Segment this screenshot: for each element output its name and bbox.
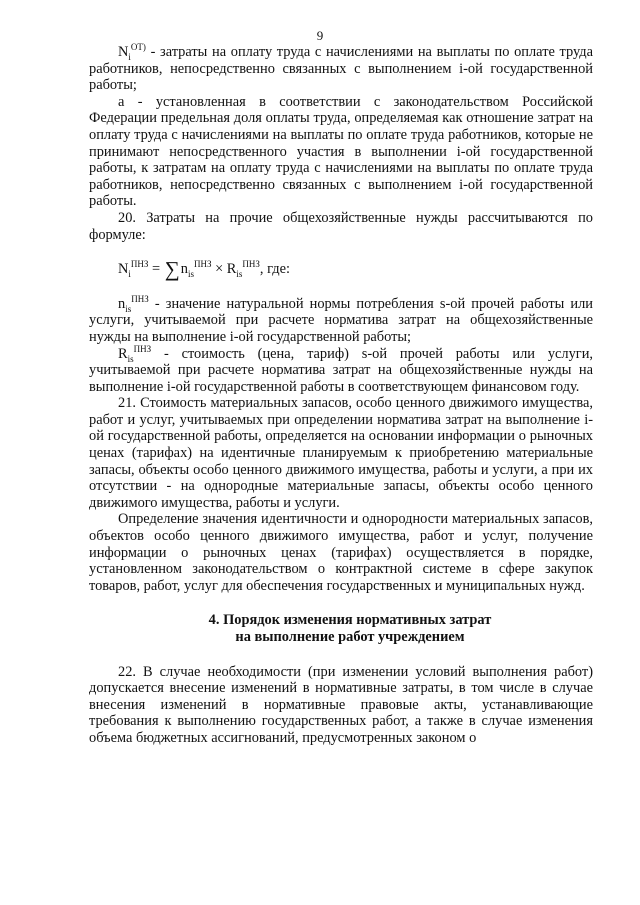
symbol-n-ot: $N_i^{ОТ)}$ (118, 42, 146, 62)
sum-icon: ∑ (164, 257, 180, 282)
page-number: 9 (316, 28, 324, 43)
paragraph-21: 21. Стоимость материальных запасов, особо ценного движимого имущества, работ и услуг, учитываемых при определении норматива затрат на выполнение i-ой государственной работы, определяется на основании информации о рыночных ценах (тарифах) на идентичные планируемым к приобретению материальные запасы, объекты особо ценного движимого имущества, работы и услуги, а при их отсутствии - на однородные материальные запасы, объекты особо ценного движимого имущества, работы и услуги. (89, 395, 593, 511)
definition-r-pnz: $R_{is}^{ПНЗ}$ - стоимость (цена, тариф) s-ой прочей работы или услуги, учитываемой при расчете норматива затрат на общехозяйственные нужды на выполнение i-ой государственной работы в соответствующем финансовом году. (89, 343, 593, 395)
paragraph-21-continued: Определение значения идентичности и однородности материальных запасов, объектов особо ценного движимого имущества, работ и услуг, получение информации о рыночных ценах (тарифах) осуществляется в порядке, установленном законодательством о контрактной системе в сфере закупок товаров, работ, услуг для обеспечения государственных и муниципальных нужд. (89, 511, 593, 594)
formula-pnz: $N_i^{ПНЗ} = \sum n_{is}^{ПНЗ} \times R_{is}^{ПНЗ}$, где: (118, 257, 291, 282)
document-body (89, 44, 593, 747)
definition-labor-costs: $N_i^{ОТ)}$ - затраты на оплату труда с начислениями на выплаты по оплате труда работников, непосредственно связанных с выполнением i-ой государственной работы; (89, 42, 593, 94)
section-heading-line2: на выполнение работ учреждением (235, 629, 465, 645)
definition-n-pnz: $n_{is}^{ПНЗ}$ - значение натуральной нормы потребления s-ой прочей работы или услуги, учитываемой при расчете норматива затрат на общехозяйственные нужды на выполнение i-ой государственной работы; (89, 293, 593, 345)
definition-share-a: а - установленная в соответствии с законодательством Российской Федерации предельная доля оплаты труда, определяемая как отношение затрат на оплату труда с начислениями на выплаты по оплате труда работников, которые не принимают непосредственного участия в выполнении i-ой государственной работы, к затратам на оплату труда с начислениями на выплаты по оплате труда работников, непосредственно связанных с выполнением i-ой государственной работы. (89, 93, 593, 210)
symbol-r-pnz: $R_{is}^{ПНЗ}$ (118, 343, 152, 364)
paragraph-22: 22. В случае необходимости (при изменении условий выполнения работ) допускается внесение изменений в нормативные затраты, в том числе в случае внесения изменений в нормативные правовые акты, устанавливающие требования к выполнению государственных работ, а также в случае изменения объема бюджетных ассигнований, предусмотренных законом о (89, 663, 593, 746)
paragraph-20: 20. Затраты на прочие общехозяйственные нужды рассчитываются по формуле: (89, 209, 593, 243)
symbol-n-pnz: $n_{is}^{ПНЗ}$ (118, 293, 149, 314)
section-heading-line1: 4. Порядок изменения нормативных затрат (208, 612, 492, 629)
section-heading (89, 612, 593, 645)
